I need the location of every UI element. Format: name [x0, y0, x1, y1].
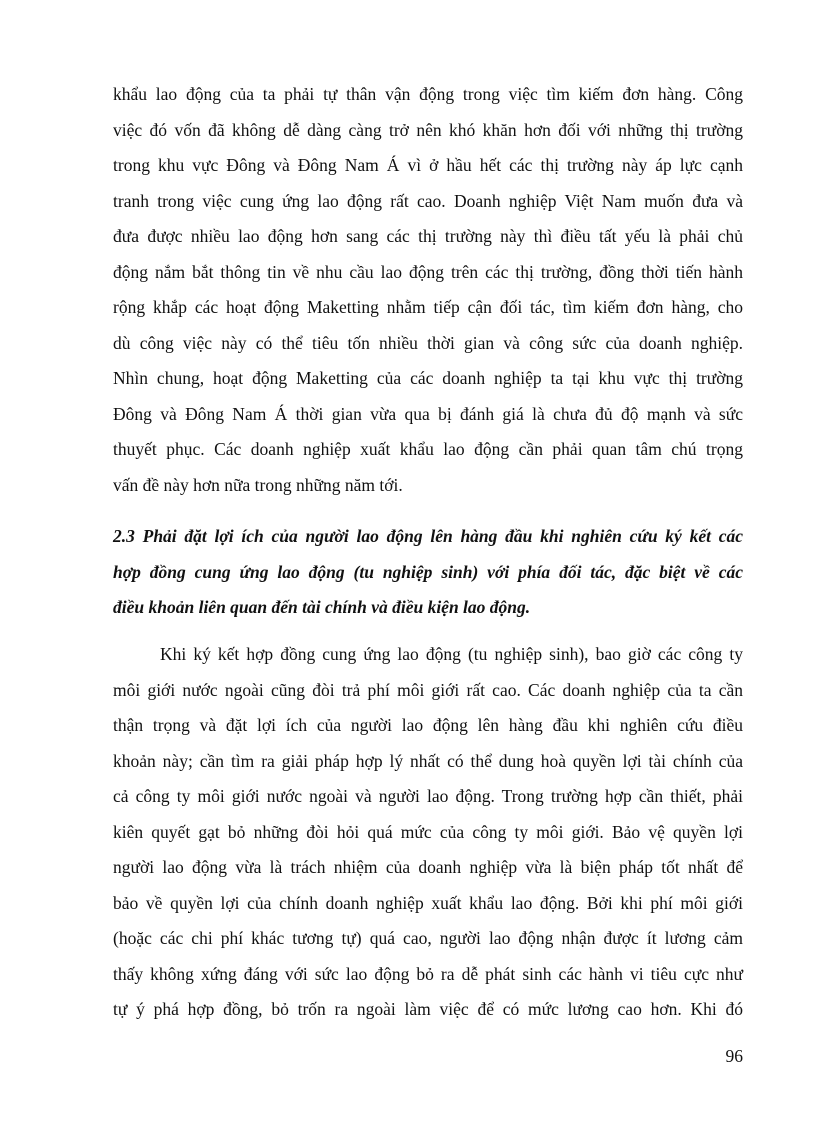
text-line: tự ý phá hợp đồng, bỏ trốn ra ngoài làm việc để có mức lương cao hơn. Khi đó	[113, 999, 743, 1019]
heading-line: 2.3 Phải đặt lợi ích của người lao động lên hàng đầu khi nghiên cứu ký kết các	[113, 526, 743, 546]
text-line: dù công việc này có thể tiêu tốn nhiều thời gian và công sức của doanh nghiệp.	[113, 332, 743, 353]
section-heading	[113, 519, 743, 626]
text-line: cả công ty môi giới nước ngoài và người lao động. Trong trường hợp cần thiết, phải	[113, 786, 743, 806]
text-line: thấy không xứng đáng với sức lao động bỏ ra dễ phát sinh các hành vi tiêu cực như	[113, 963, 743, 984]
body-paragraph	[113, 637, 743, 1028]
text-line: tranh trong việc cung ứng lao động rất cao. Doanh nghiệp Việt Nam muốn đưa và	[113, 190, 743, 211]
text-line: trong khu vực Đông và Đông Nam Á vì ở hầu hết các thị trường này áp lực cạnh	[113, 155, 743, 175]
text-line: động nắm bắt thông tin về nhu cầu lao động trên các thị trường, đồng thời tiến hành	[113, 261, 743, 282]
text-line: đưa được nhiều lao động hơn sang các thị trường này thì điều tất yếu là phải chủ	[113, 226, 743, 246]
text-line: việc đó vốn đã không dễ dàng càng trở nên khó khăn hơn đối với những thị trường	[113, 119, 743, 140]
page-number: 96	[725, 1046, 743, 1066]
text-line: bảo về quyền lợi của chính doanh nghiệp xuất khẩu lao động. Bởi khi phí môi giới	[113, 892, 743, 913]
text-line: khẩu lao động của ta phải tự thân vận động trong việc tìm kiếm đơn hàng. Công	[113, 84, 743, 104]
text-line: Đông và Đông Nam Á thời gian vừa qua bị đánh giá là chưa đủ độ mạnh và sức	[113, 403, 743, 424]
text-line: Khi ký kết hợp đồng cung ứng lao động (tu nghiệp sinh), bao giờ các công ty	[160, 644, 743, 664]
text-line: người lao động vừa là trách nhiệm của doanh nghiệp vừa là biện pháp tốt nhất để	[113, 857, 743, 877]
text-line: rộng khắp các hoạt động Maketting nhằm tiếp cận đối tác, tìm kiếm đơn hàng, cho	[113, 297, 743, 317]
body-paragraph	[113, 77, 743, 503]
text-line: khoản này; cần tìm ra giải pháp hợp lý nhất có thể dung hoà quyền lợi tài chính của	[113, 750, 743, 771]
heading-line: điều khoản liên quan đến tài chính và điều kiện lao động.	[113, 597, 531, 617]
heading-line: hợp đồng cung ứng lao động (tu nghiệp sinh) với phía đối tác, đặc biệt về các	[113, 561, 743, 582]
text-line: vấn đề này hơn nữa trong những năm tới.	[113, 474, 403, 495]
text-line: thuyết phục. Các doanh nghiệp xuất khẩu lao động cần phải quan tâm chú trọng	[113, 439, 743, 459]
text-line: kiên quyết gạt bỏ những đòi hỏi quá mức của công ty môi giới. Bảo vệ quyền lợi	[113, 821, 743, 842]
text-line: môi giới nước ngoài cũng đòi trả phí môi giới rất cao. Các doanh nghiệp của ta cần	[113, 679, 743, 700]
text-line: (hoặc các chi phí khác tương tự) quá cao, người lao động nhận được ít lương cảm	[113, 928, 743, 948]
text-line: thận trọng và đặt lợi ích của người lao động lên hàng đầu khi nghiên cứu điều	[113, 715, 743, 735]
text-line: Nhìn chung, hoạt động Maketting của các doanh nghiệp ta tại khu vực thị trường	[113, 368, 743, 388]
